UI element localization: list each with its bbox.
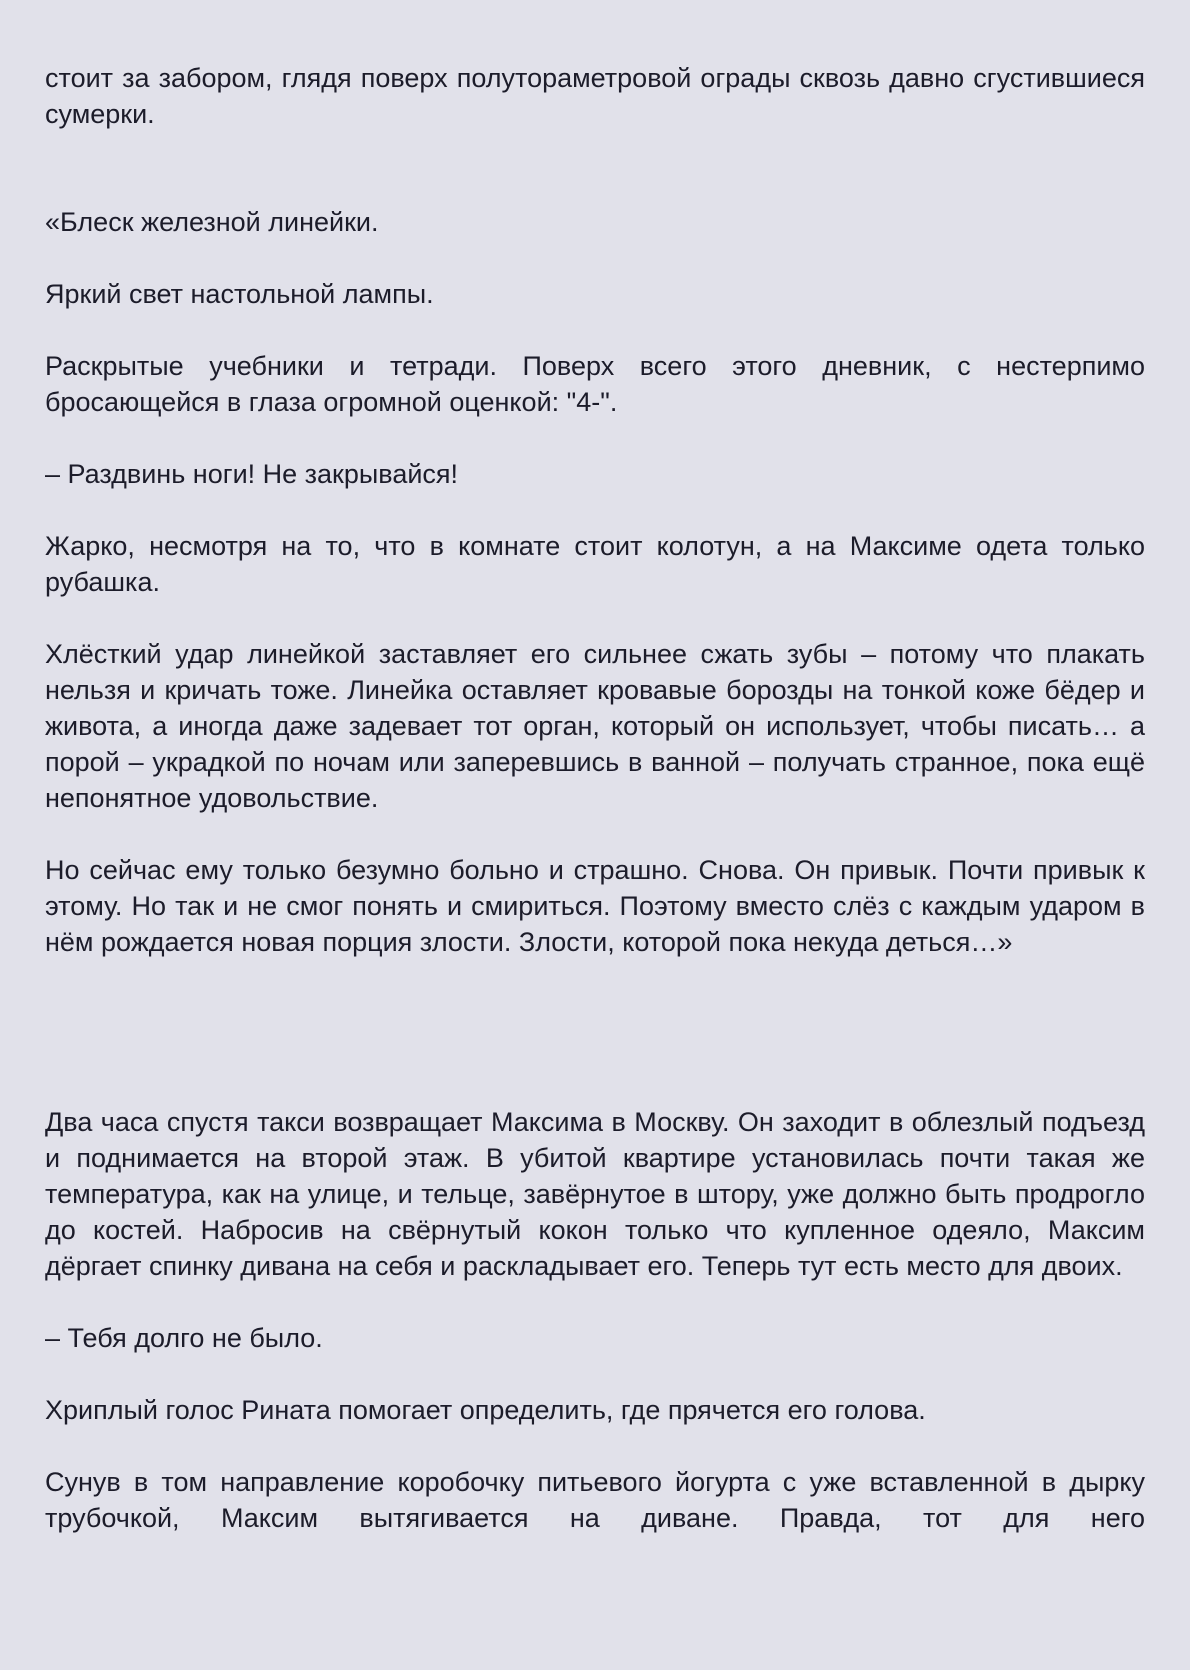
dialogue-line: – Раздвинь ноги! Не закрывайся! bbox=[45, 459, 459, 489]
section-gap bbox=[45, 996, 1145, 1104]
paragraph: Хлёсткий удар линейкой заставляет его сильнее сжать зубы – потому что плакать нельзя и кричать тоже. Линейка оставляет кровавые борозды на тонкой коже бёдер и живота, а иногда даже задевает тот орган, который он использует, чтобы писать… а порой – украдкой по ночам или заперевшись в ванной – получать странное, пока ещё непонятное удовольствие. bbox=[45, 639, 1145, 813]
paragraph: Раскрытые учебники и тетради. Поверх всего этого дневник, с нестерпимо бросающейся в глаза огромной оценкой: "4-". bbox=[45, 351, 1145, 417]
dialogue-line: – Тебя долго не было. bbox=[45, 1323, 323, 1353]
paragraph: Сунув в том направление коробочку питьевого йогурта с уже вставленной в дырку трубочкой, Максим вытягивается на диване. Правда, тот для него bbox=[45, 1467, 1145, 1533]
paragraph: Хриплый голос Рината помогает определить, где прячется его голова. bbox=[45, 1395, 926, 1425]
section-gap bbox=[45, 168, 1145, 204]
paragraph: Два часа спустя такси возвращает Максима в Москву. Он заходит в облезлый подъезд и поднимается на второй этаж. В убитой квартире установилась почти такая же температура, как на улице, и тельце, завёрнутое в штору, уже должно быть продрогло до костей. Набросив на свёрнутый кокон только что купленное одеяло, Максим дёргает спинку дивана на себя и раскладывает его. Теперь тут есть место для двоих. bbox=[45, 1107, 1145, 1281]
paragraph: Яркий свет настольной лампы. bbox=[45, 279, 434, 309]
paragraph: стоит за забором, глядя поверх полутораметровой ограды сквозь давно сгустившиеся сумерки. bbox=[45, 63, 1145, 129]
paragraph: Но сейчас ему только безумно больно и страшно. Снова. Он привык. Почти привык к этому. Но так и не смог понять и смириться. Поэтому вместо слёз с каждым ударом в нём рождается новая порция злости. Злости, которой пока некуда деться…» bbox=[45, 855, 1145, 957]
paragraph: Жарко, несмотря на то, что в комнате стоит колотун, а на Максиме одета только рубашка. bbox=[45, 531, 1145, 597]
document-page bbox=[45, 60, 1145, 1572]
paragraph: «Блеск железной линейки. bbox=[45, 207, 379, 237]
